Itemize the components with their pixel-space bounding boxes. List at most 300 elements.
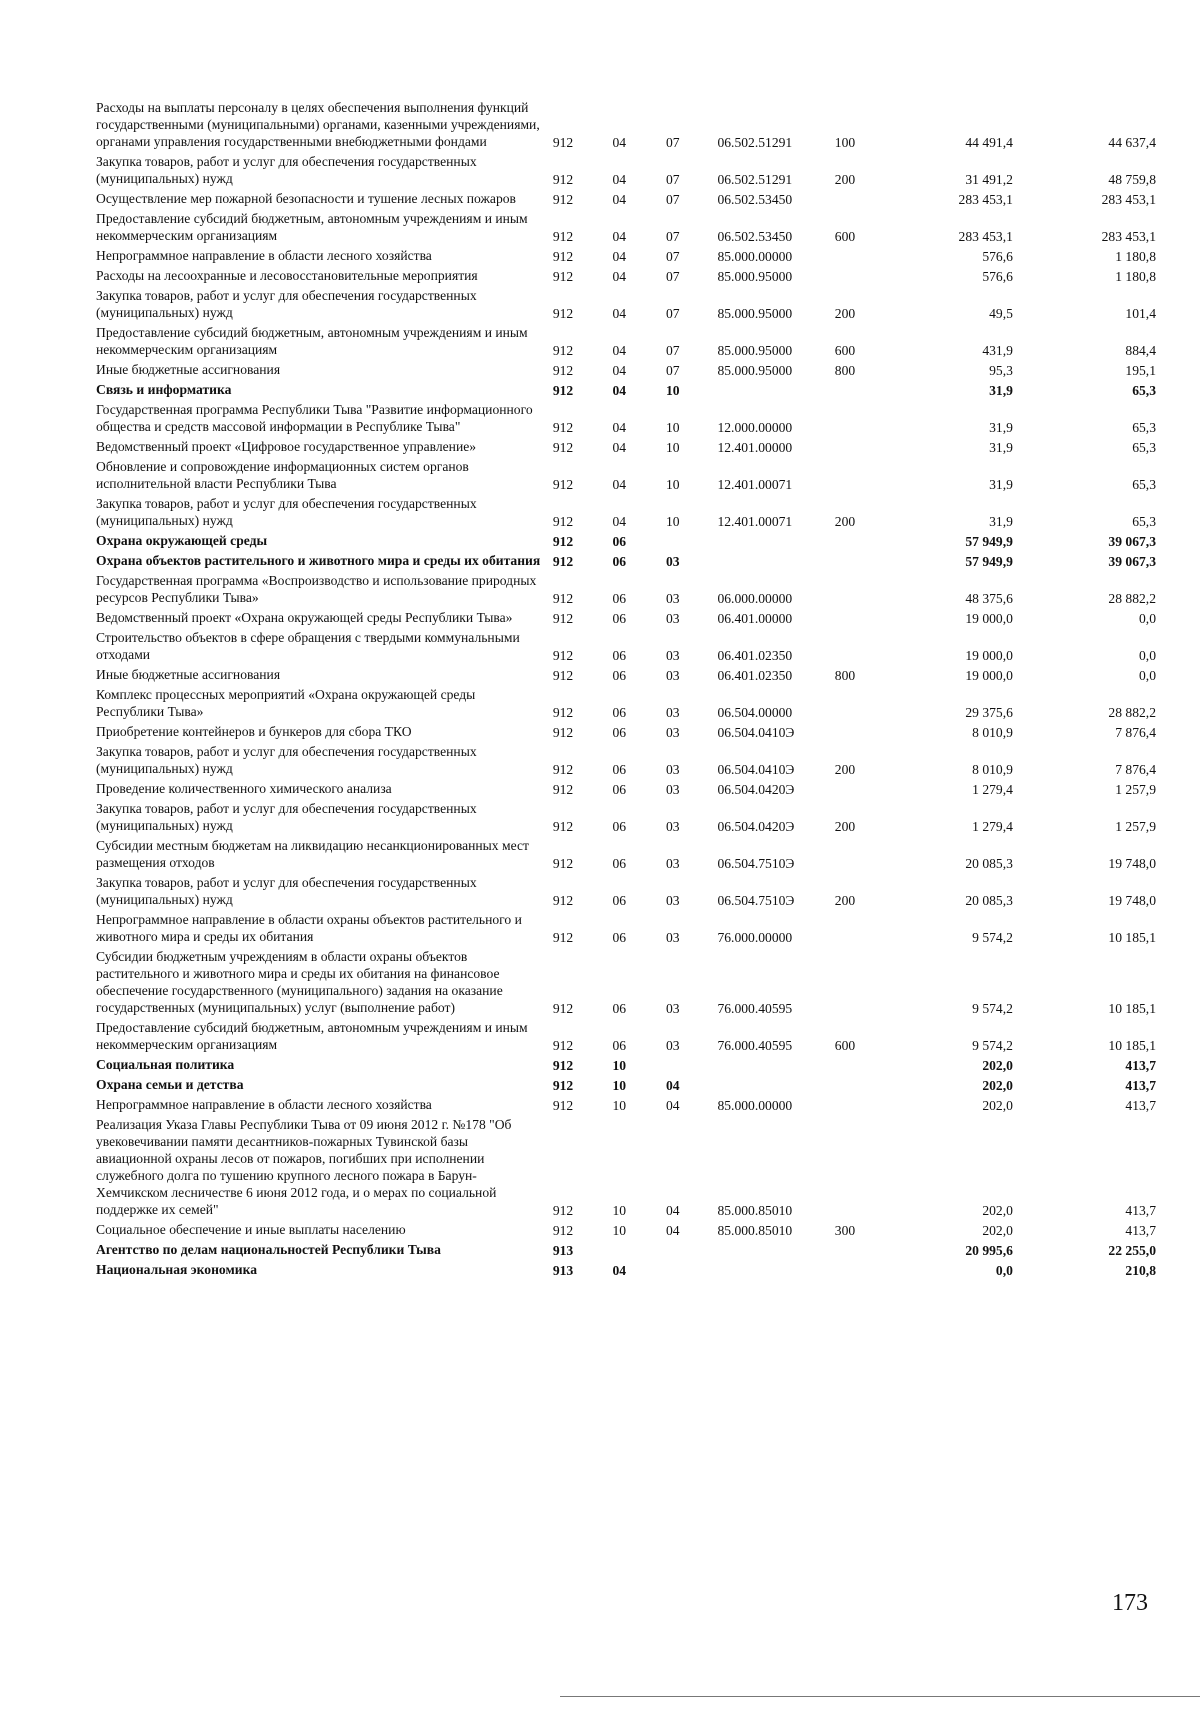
amount-year-1: 431,9: [982, 343, 1013, 358]
subsection-code: 10: [666, 383, 680, 398]
amount-year-2: 10 185,1: [1108, 1001, 1156, 1016]
grbs-code: 912: [552, 192, 574, 207]
amount-year-1: 20 085,3: [965, 893, 1013, 908]
row-name: Предоставление субсидий бюджетным, автономным учреждениям и иным некоммерческим организациям: [96, 1020, 528, 1052]
subsection-code: 03: [666, 705, 680, 720]
amount-year-1: 31 491,2: [965, 172, 1013, 187]
target-item-code: [713, 1074, 830, 1094]
table-row: [96, 946, 1156, 1017]
section-code: 04: [612, 229, 627, 244]
amount-year-2: 28 882,2: [1108, 591, 1156, 606]
amount-year-1: 576,6: [982, 249, 1013, 264]
expense-type-code: [831, 1094, 889, 1114]
table-row: [96, 493, 1156, 530]
grbs-code: 912: [552, 534, 574, 549]
amount-year-2: 210,8: [1125, 1263, 1156, 1278]
amount-year-2: 1 257,9: [1115, 819, 1156, 834]
amount-year-1: 202,0: [982, 1058, 1013, 1073]
section-code: 04: [612, 192, 627, 207]
table-row: [96, 664, 1156, 684]
amount-year-1: 20 995,6: [965, 1243, 1013, 1258]
expense-type-code: 200: [834, 819, 856, 834]
table-row: [96, 684, 1156, 721]
subsection-code: 03: [666, 1001, 680, 1016]
amount-year-2: 39 067,3: [1108, 554, 1156, 569]
subsection-code: 03: [666, 1038, 680, 1053]
subsection-code: 03: [666, 893, 680, 908]
section-code: 06: [612, 762, 627, 777]
amount-year-2: 65,3: [1132, 440, 1156, 455]
amount-year-2: 884,4: [1125, 343, 1156, 358]
subsection-code: 10: [666, 477, 680, 492]
amount-year-2: 39 067,3: [1108, 534, 1156, 549]
table-row: [96, 1054, 1156, 1074]
grbs-code: 912: [552, 1001, 574, 1016]
subsection-code: 04: [666, 1203, 680, 1218]
row-name: Закупка товаров, работ и услуг для обеспечения государственных (муниципальных) нужд: [96, 154, 477, 186]
grbs-code: 912: [552, 269, 574, 284]
expense-type-code: [831, 946, 889, 1017]
amount-year-1: 0,0: [995, 1263, 1013, 1278]
table-row: [96, 1219, 1156, 1239]
subsection-code: 07: [666, 229, 680, 244]
subsection-code: 10: [666, 440, 680, 455]
expense-type-code: [831, 1054, 889, 1074]
row-name: Национальная экономика: [96, 1262, 257, 1277]
amount-year-1: 202,0: [982, 1203, 1013, 1218]
amount-year-1: 19 000,0: [965, 668, 1013, 683]
amount-year-2: 44 637,4: [1108, 135, 1156, 150]
amount-year-1: 57 949,9: [965, 534, 1013, 549]
target-item-code: 85.000.00000: [717, 1098, 793, 1113]
section-code: 06: [612, 782, 627, 797]
amount-year-1: 31,9: [989, 440, 1013, 455]
subsection-code: 07: [666, 343, 680, 358]
grbs-code: 912: [552, 930, 574, 945]
section-code: 04: [612, 135, 627, 150]
grbs-code: 912: [552, 249, 574, 264]
amount-year-1: 95,3: [989, 363, 1013, 378]
target-item-code: [713, 379, 830, 399]
section-code: 06: [612, 534, 627, 549]
table-row: [96, 188, 1156, 208]
section-code: 06: [612, 930, 627, 945]
target-item-code: 06.000.00000: [717, 591, 793, 606]
amount-year-1: 8 010,9: [972, 762, 1013, 777]
table-row: [96, 245, 1156, 265]
amount-year-2: 0,0: [1139, 668, 1156, 683]
grbs-code: 912: [552, 554, 574, 569]
row-name: Ведомственный проект «Цифровое государственное управление»: [96, 439, 477, 454]
grbs-code: 912: [552, 135, 574, 150]
subsection-code: 03: [666, 648, 680, 663]
subsection-code: 10: [666, 420, 680, 435]
grbs-code: 913: [552, 1243, 574, 1258]
row-name: Комплекс процессных мероприятий «Охрана окружающей среды Республики Тыва»: [96, 687, 476, 719]
grbs-code: 912: [552, 383, 574, 398]
table-row: [96, 835, 1156, 872]
table-row: [96, 798, 1156, 835]
target-item-code: 06.401.02350: [717, 668, 793, 683]
expense-type-code: 600: [834, 229, 856, 244]
target-item-code: 12.401.00000: [717, 440, 793, 455]
grbs-code: 912: [552, 782, 574, 797]
table-row: [96, 872, 1156, 909]
section-code: 04: [612, 514, 627, 529]
section-code: 04: [612, 269, 627, 284]
target-item-code: [713, 550, 830, 570]
amount-year-1: 202,0: [982, 1098, 1013, 1113]
table-row: [96, 97, 1156, 151]
expense-type-code: 200: [834, 306, 856, 321]
grbs-code: 912: [552, 725, 574, 740]
row-name: Закупка товаров, работ и услуг для обеспечения государственных (муниципальных) нужд: [96, 875, 477, 907]
expense-type-code: 200: [834, 893, 856, 908]
amount-year-1: 1 279,4: [972, 782, 1013, 797]
amount-year-2: 65,3: [1132, 477, 1156, 492]
table-row: [96, 741, 1156, 778]
target-item-code: 06.504.0410Э: [717, 725, 795, 740]
subsection-code: 03: [666, 819, 680, 834]
amount-year-2: 19 748,0: [1108, 856, 1156, 871]
grbs-code: 912: [552, 1223, 574, 1238]
target-item-code: 06.502.53450: [717, 229, 793, 244]
expense-type-code: [831, 399, 889, 436]
section-code: 06: [612, 1001, 627, 1016]
subsection-code: 03: [666, 611, 680, 626]
expense-type-code: [831, 627, 889, 664]
target-item-code: 85.000.95000: [717, 343, 793, 358]
row-name: Социальная политика: [96, 1057, 235, 1072]
amount-year-1: 31,9: [989, 420, 1013, 435]
amount-year-2: 19 748,0: [1108, 893, 1156, 908]
amount-year-1: 283 453,1: [958, 192, 1013, 207]
target-item-code: 06.504.00000: [717, 705, 793, 720]
table-row: [96, 778, 1156, 798]
section-code: 04: [612, 1263, 627, 1278]
row-name: Расходы на лесоохранные и лесовосстановительные мероприятия: [96, 268, 478, 283]
amount-year-1: 19 000,0: [965, 648, 1013, 663]
amount-year-1: 31,9: [989, 477, 1013, 492]
amount-year-1: 44 491,4: [965, 135, 1013, 150]
section-code: 10: [612, 1203, 627, 1218]
table-row: [96, 456, 1156, 493]
subsection-code: 03: [666, 762, 680, 777]
amount-year-2: 65,3: [1132, 383, 1156, 398]
expense-type-code: 600: [834, 1038, 856, 1053]
row-name: Непрограммное направление в области лесного хозяйства: [96, 248, 432, 263]
target-item-code: [713, 1054, 830, 1074]
subsection-code: 07: [666, 269, 680, 284]
grbs-code: 913: [552, 1263, 574, 1278]
subsection-code: 07: [666, 306, 680, 321]
target-item-code: 06.504.0420Э: [717, 782, 795, 797]
amount-year-2: 22 255,0: [1108, 1243, 1156, 1258]
section-code: 06: [612, 725, 627, 740]
amount-year-2: 1 257,9: [1115, 782, 1156, 797]
target-item-code: 06.401.00000: [717, 611, 793, 626]
row-name: Приобретение контейнеров и бункеров для сбора ТКО: [96, 724, 412, 739]
row-name: Расходы на выплаты персоналу в целях обеспечения выполнения функций государственными (муниципальными) органами, казенными учреждениями, органами управления государственными внебюджетными фондами: [96, 100, 540, 149]
row-name: Охрана объектов растительного и животного мира и среды их обитания: [96, 553, 541, 568]
section-code: 06: [612, 819, 627, 834]
amount-year-1: 31,9: [989, 514, 1013, 529]
amount-year-2: 0,0: [1139, 648, 1156, 663]
row-name: Социальное обеспечение и иные выплаты населению: [96, 1222, 406, 1237]
row-name: Иные бюджетные ассигнования: [96, 667, 281, 682]
expense-type-code: [831, 835, 889, 872]
target-item-code: 06.502.51291: [717, 135, 793, 150]
target-item-code: 06.504.7510Э: [717, 893, 795, 908]
subsection-code: 07: [666, 192, 680, 207]
amount-year-1: 49,5: [989, 306, 1013, 321]
expense-type-code: [831, 1074, 889, 1094]
section-code: 04: [612, 363, 627, 378]
bottom-rule: [560, 1696, 1200, 1697]
amount-year-2: 101,4: [1125, 306, 1156, 321]
amount-year-2: 7 876,4: [1115, 762, 1156, 777]
expense-type-code: 300: [834, 1223, 856, 1238]
row-name: Предоставление субсидий бюджетным, автономным учреждениям и иным некоммерческим организациям: [96, 325, 528, 357]
grbs-code: 912: [552, 591, 574, 606]
amount-year-2: 1 180,8: [1115, 249, 1156, 264]
target-item-code: 06.504.0410Э: [717, 762, 795, 777]
amount-year-1: 48 375,6: [965, 591, 1013, 606]
grbs-code: 912: [552, 514, 574, 529]
subsection-code: 07: [666, 249, 680, 264]
row-name: Охрана семьи и детства: [96, 1077, 244, 1092]
row-name: Осуществление мер пожарной безопасности и тушение лесных пожаров: [96, 191, 516, 206]
amount-year-2: 413,7: [1125, 1203, 1156, 1218]
table-row: [96, 627, 1156, 664]
row-name: Непрограммное направление в области охраны объектов растительного и животного мира и среды их обитания: [96, 912, 522, 944]
row-name: Проведение количественного химического анализа: [96, 781, 392, 796]
amount-year-1: 9 574,2: [972, 1001, 1013, 1016]
section-code: 06: [612, 1038, 627, 1053]
subsection-code: [662, 1054, 713, 1074]
grbs-code: 912: [552, 229, 574, 244]
expense-type-code: [831, 188, 889, 208]
target-item-code: 85.000.85010: [717, 1203, 793, 1218]
amount-year-1: 20 085,3: [965, 856, 1013, 871]
amount-year-2: 1 180,8: [1115, 269, 1156, 284]
target-item-code: 06.504.7510Э: [717, 856, 795, 871]
amount-year-2: 413,7: [1125, 1223, 1156, 1238]
target-item-code: 85.000.00000: [717, 249, 793, 264]
grbs-code: 912: [552, 762, 574, 777]
grbs-code: 912: [552, 1098, 574, 1113]
grbs-code: 912: [552, 893, 574, 908]
table-row: [96, 1259, 1156, 1279]
grbs-code: 912: [552, 1058, 574, 1073]
subsection-code: 03: [666, 930, 680, 945]
page-number: 173: [1112, 1590, 1148, 1616]
amount-year-2: 413,7: [1125, 1098, 1156, 1113]
row-name: Государственная программа Республики Тыва "Развитие информационного общества и средств массовой информации в Республике Тыва": [96, 402, 533, 434]
section-code: 04: [612, 440, 627, 455]
row-name: Закупка товаров, работ и услуг для обеспечения государственных (муниципальных) нужд: [96, 496, 477, 528]
target-item-code: [713, 1239, 830, 1259]
table-row: [96, 909, 1156, 946]
amount-year-1: 8 010,9: [972, 725, 1013, 740]
section-code: 10: [612, 1223, 627, 1238]
expense-type-code: [831, 607, 889, 627]
subsection-code: [662, 1259, 713, 1279]
section-code: 06: [612, 893, 627, 908]
section-code: 06: [612, 611, 627, 626]
amount-year-1: 9 574,2: [972, 1038, 1013, 1053]
expense-type-code: 800: [834, 668, 856, 683]
table-row: [96, 399, 1156, 436]
amount-year-2: 413,7: [1125, 1058, 1156, 1073]
table-row: [96, 285, 1156, 322]
expense-type-code: [831, 1239, 889, 1259]
expense-type-code: [831, 778, 889, 798]
grbs-code: 912: [552, 440, 574, 455]
table-row: [96, 436, 1156, 456]
amount-year-1: 31,9: [989, 383, 1013, 398]
section-code: 06: [612, 668, 627, 683]
section-code: 04: [612, 172, 627, 187]
target-item-code: 85.000.95000: [717, 306, 793, 321]
table-row: [96, 550, 1156, 570]
expense-type-code: [831, 379, 889, 399]
section-code: 10: [612, 1098, 627, 1113]
grbs-code: 912: [552, 477, 574, 492]
grbs-code: 912: [552, 668, 574, 683]
row-name: Связь и информатика: [96, 382, 232, 397]
expense-type-code: 800: [834, 363, 856, 378]
section-code: 04: [612, 383, 627, 398]
amount-year-1: 57 949,9: [965, 554, 1013, 569]
subsection-code: 07: [666, 172, 680, 187]
subsection-code: 04: [666, 1223, 680, 1238]
row-name: Субсидии бюджетным учреждениям в области охраны объектов растительного и животного мира и среды их обитания на финансовое обеспечение государственного (муниципального) задания на оказание государственных (муниципальных) услуг (выполнение работ): [96, 949, 503, 1015]
row-name: Агентство по делам национальностей Республики Тыва: [96, 1242, 441, 1257]
expense-type-code: [831, 684, 889, 721]
row-name: Иные бюджетные ассигнования: [96, 362, 281, 377]
row-name: Непрограммное направление в области лесного хозяйства: [96, 1097, 432, 1112]
grbs-code: 912: [552, 1203, 574, 1218]
expense-type-code: [831, 456, 889, 493]
subsection-code: 10: [666, 514, 680, 529]
subsection-code: 03: [666, 856, 680, 871]
grbs-code: 912: [552, 819, 574, 834]
subsection-code: 03: [666, 554, 680, 569]
subsection-code: 07: [666, 135, 680, 150]
amount-year-2: 195,1: [1125, 363, 1156, 378]
table-row: [96, 1239, 1156, 1259]
target-item-code: 85.000.95000: [717, 363, 793, 378]
subsection-code: 03: [666, 782, 680, 797]
table-row: [96, 1094, 1156, 1114]
table-row: [96, 607, 1156, 627]
section-code: 10: [612, 1058, 627, 1073]
expense-type-code: 600: [834, 343, 856, 358]
grbs-code: 912: [552, 1038, 574, 1053]
section-code: 04: [612, 306, 627, 321]
section-code: 04: [612, 343, 627, 358]
section-code: 04: [612, 477, 627, 492]
grbs-code: 912: [552, 856, 574, 871]
amount-year-1: 29 375,6: [965, 705, 1013, 720]
row-name: Строительство объектов в сфере обращения с твердыми коммунальными отходами: [96, 630, 520, 662]
grbs-code: 912: [552, 172, 574, 187]
amount-year-2: 28 882,2: [1108, 705, 1156, 720]
amount-year-1: 1 279,4: [972, 819, 1013, 834]
row-name: Закупка товаров, работ и услуг для обеспечения государственных (муниципальных) нужд: [96, 801, 477, 833]
grbs-code: 912: [552, 306, 574, 321]
section-code: 06: [612, 554, 627, 569]
expense-type-code: [831, 721, 889, 741]
table-row: [96, 265, 1156, 285]
table-row: [96, 1114, 1156, 1219]
target-item-code: 12.000.00000: [717, 420, 793, 435]
expense-type-code: 200: [834, 514, 856, 529]
row-name: Закупка товаров, работ и услуг для обеспечения государственных (муниципальных) нужд: [96, 744, 477, 776]
amount-year-1: 9 574,2: [972, 930, 1013, 945]
expense-type-code: [831, 570, 889, 607]
subsection-code: 03: [666, 725, 680, 740]
section-code: 06: [612, 705, 627, 720]
target-item-code: 06.401.02350: [717, 648, 793, 663]
amount-year-2: 65,3: [1132, 514, 1156, 529]
target-item-code: 76.000.00000: [717, 930, 793, 945]
amount-year-2: 283 453,1: [1101, 192, 1156, 207]
target-item-code: 06.502.51291: [717, 172, 793, 187]
section-code: 06: [612, 591, 627, 606]
amount-year-2: 48 759,8: [1108, 172, 1156, 187]
target-item-code: [713, 1259, 830, 1279]
amount-year-2: 10 185,1: [1108, 930, 1156, 945]
table-row: [96, 359, 1156, 379]
table-body: [96, 97, 1156, 1279]
section-code: 04: [612, 249, 627, 264]
table-row: [96, 379, 1156, 399]
subsection-code: 03: [666, 668, 680, 683]
amount-year-2: 413,7: [1125, 1078, 1156, 1093]
amount-year-1: 19 000,0: [965, 611, 1013, 626]
target-item-code: [713, 530, 830, 550]
target-item-code: 06.504.0420Э: [717, 819, 795, 834]
expense-type-code: [831, 909, 889, 946]
section-code: [609, 1239, 663, 1259]
amount-year-2: 0,0: [1139, 611, 1156, 626]
budget-table: [96, 97, 1156, 1279]
target-item-code: 06.502.53450: [717, 192, 793, 207]
expense-type-code: 200: [834, 762, 856, 777]
target-item-code: 12.401.00071: [717, 514, 793, 529]
expense-type-code: 200: [834, 172, 856, 187]
grbs-code: 912: [552, 611, 574, 626]
table-row: [96, 570, 1156, 607]
target-item-code: 76.000.40595: [717, 1038, 793, 1053]
expense-type-code: [831, 530, 889, 550]
expense-type-code: 100: [834, 135, 856, 150]
subsection-code: [662, 1239, 713, 1259]
target-item-code: 85.000.85010: [717, 1223, 793, 1238]
expense-type-code: [831, 550, 889, 570]
target-item-code: 85.000.95000: [717, 269, 793, 284]
amount-year-1: 283 453,1: [958, 229, 1013, 244]
grbs-code: 912: [552, 363, 574, 378]
section-code: 04: [612, 420, 627, 435]
grbs-code: 912: [552, 1078, 574, 1093]
section-code: 06: [612, 648, 627, 663]
row-name: Государственная программа «Воспроизводство и использование природных ресурсов Республики Тыва»: [96, 573, 537, 605]
subsection-code: 04: [666, 1078, 680, 1093]
subsection-code: 04: [666, 1098, 680, 1113]
